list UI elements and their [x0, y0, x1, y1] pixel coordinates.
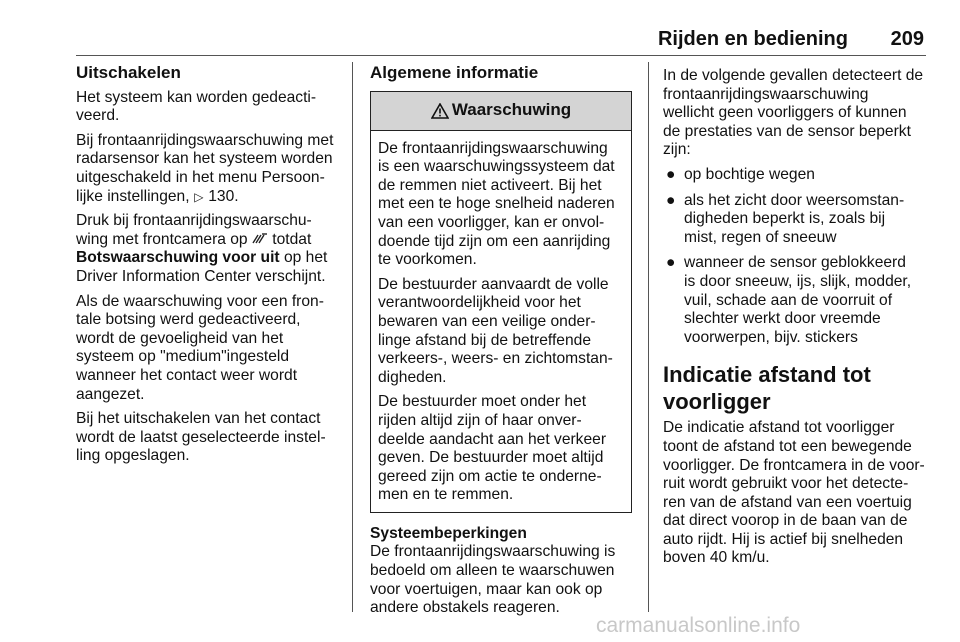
text-line: deelde aandacht aan het verkeer — [378, 430, 607, 448]
warning-body — [371, 131, 631, 512]
text-line: als het zicht door weersomstan- — [684, 191, 905, 209]
text-line: de prestaties van de sensor beperkt — [663, 122, 911, 140]
text-line: linge afstand bij de betreffende — [378, 331, 591, 349]
text-line: tale botsing werd gedeactiveerd, — [76, 311, 301, 329]
text-line: wordt de gevoeligheid van het — [76, 329, 284, 347]
text-line: voorligger. De frontcamera in de voor- — [663, 456, 925, 474]
text-line: gereed zijn om actie te onderne- — [378, 467, 602, 485]
text-line: bedoeld om alleen te waarschuwen — [370, 562, 615, 580]
text-line: De frontaanrijdingswaarschuwing is — [370, 543, 616, 561]
paragraph — [663, 419, 931, 568]
text-line: is door sneeuw, ijs, slijk, modder, — [684, 272, 912, 290]
text-fragment: totdat — [272, 230, 312, 248]
page-reference-arrow-icon: ▷ — [194, 189, 204, 204]
heading-uitschakelen: Uitschakelen — [76, 63, 181, 82]
text-line: geven. De bestuurder moet altijd — [378, 449, 604, 467]
text-line: digheden beperkt is, zoals bij — [684, 210, 886, 228]
text-line: systeem op "medium"ingesteld — [76, 348, 290, 366]
text-line: slechter werkt door vreemde — [684, 310, 881, 328]
text-line: Bij frontaanrijdingswaarschuwing met — [76, 131, 334, 149]
text-line: De bestuurder moet onder het — [378, 393, 587, 411]
text-line: verantwoordelijkheid voor het — [378, 294, 581, 312]
paragraph — [76, 132, 346, 206]
paragraph — [378, 276, 631, 388]
bullet-icon: ● — [666, 191, 676, 209]
menu-option-label: Botswaarschuwing voor uit — [76, 249, 280, 267]
warning-triangle-icon — [431, 103, 449, 119]
text-line: frontaanrijdingswaarschuwing — [663, 85, 869, 103]
list-item — [663, 192, 931, 248]
warning-header — [371, 92, 631, 131]
list-item — [663, 166, 931, 185]
text-line: ling opgeslagen. — [76, 447, 190, 465]
text-line: Druk bij frontaanrijdingswaarschu- — [76, 212, 312, 230]
text-line — [76, 249, 346, 268]
text-line: veerd. — [76, 107, 120, 125]
text-line: auto rijdt. Hij is actief bij snelheden — [663, 530, 904, 548]
text-line: In de volgende gevallen detecteert de — [663, 67, 924, 84]
steering-wheel-button-icon — [252, 232, 268, 245]
text-line: voor voertuigen, maar kan ook op — [370, 580, 603, 598]
header-divider — [76, 55, 926, 56]
text-line: te voorkomen. — [378, 251, 477, 269]
column-3 — [663, 67, 931, 574]
text-line: met een te hoge snelheid naderen — [378, 195, 615, 213]
column-1 — [76, 64, 346, 472]
text-line: Het systeem kan worden gedeacti- — [76, 88, 317, 106]
text-fragment: lijke instellingen, — [76, 187, 190, 205]
paragraph — [76, 410, 346, 466]
paragraph — [76, 293, 346, 405]
text-line: wordt de laatst geselecteerde instel- — [76, 428, 326, 446]
text-line: De bestuurder aanvaardt de volle — [378, 275, 609, 293]
heading-systeembeperkingen: Systeembeperkingen — [370, 524, 527, 542]
text-line: wellicht geen voorliggers of kunnen — [663, 104, 907, 122]
text-line: De indicatie afstand tot voorligger — [663, 419, 895, 437]
text-line: Bij het uitschakelen van het contact — [76, 410, 321, 428]
text-line: men en te remmen. — [378, 486, 514, 504]
paragraph — [76, 89, 346, 126]
text-line: bewaren van een veilige onder- — [378, 312, 596, 330]
text-line: Driver Information Center verschijnt. — [76, 267, 326, 285]
text-line: vuil, schade aan de voorruit of — [684, 291, 893, 309]
text-line: digheden. — [378, 368, 447, 386]
text-line: wanneer het contact weer wordt — [76, 366, 298, 384]
text-line: uitgeschakeld in het menu Persoon- — [76, 168, 325, 186]
text-line: wanneer de sensor geblokkeerd — [684, 254, 906, 272]
text-line: toont de afstand tot een bewegende — [663, 437, 912, 455]
heading-algemene-informatie: Algemene informatie — [370, 63, 539, 82]
text-line: rijden altijd zijn of haar onver- — [378, 411, 582, 429]
text-line: van een voorligger, kan er onvol- — [378, 213, 605, 231]
text-line: aangezet. — [76, 385, 145, 403]
bullet-icon: ● — [666, 254, 676, 272]
paragraph — [76, 212, 346, 286]
text-fragment: wing met frontcamera op — [76, 230, 248, 248]
page-header — [76, 28, 926, 50]
text-line: Als de waarschuwing voor een fron- — [76, 292, 324, 310]
heading-line: Indicatie afstand tot — [663, 362, 871, 388]
limitations-list — [663, 166, 931, 347]
text-line: zijn: — [663, 141, 691, 159]
text-line: ruit wordt gebruikt voor het detecte- — [663, 475, 909, 493]
text-line: voorwerpen, bijv. stickers — [684, 328, 858, 346]
warning-box — [370, 91, 632, 513]
page-number: 209 — [890, 28, 924, 50]
text-line: mist, regen of sneeuw — [684, 228, 837, 246]
text-line — [76, 188, 346, 207]
text-line: radarsensor kan het systeem worden — [76, 150, 333, 168]
paragraph — [378, 140, 631, 270]
paragraph — [378, 393, 631, 505]
text-line: de remmen niet activeert. Bij het — [378, 176, 602, 194]
column-divider-2 — [648, 62, 649, 612]
heading-line: voorligger — [663, 389, 771, 415]
text-line: doende tijd zijn om een aanrijding — [378, 232, 611, 250]
warning-title: Waarschuwing — [451, 100, 572, 120]
paragraph — [370, 543, 634, 617]
paragraph — [663, 67, 931, 160]
heading-indicatie-afstand — [663, 361, 931, 415]
text-line: De frontaanrijdingswaarschuwing — [378, 139, 608, 157]
text-line: op bochtige wegen — [684, 165, 815, 183]
column-2 — [370, 64, 634, 624]
watermark: carmanualsonline.info — [596, 614, 801, 637]
text-line: andere obstakels reageren. — [370, 599, 560, 617]
text-line: is een waarschuwingssysteem dat — [378, 158, 615, 176]
bullet-icon: ● — [666, 165, 676, 183]
page-reference-link[interactable]: 130. — [208, 187, 239, 205]
section-title: Rijden en bediening — [657, 28, 848, 50]
text-line — [76, 231, 346, 250]
text-line: dat direct voorop in de baan van de — [663, 512, 908, 530]
column-divider-1 — [352, 62, 353, 612]
text-line: boven 40 km/u. — [663, 549, 770, 567]
list-item — [663, 254, 931, 347]
text-line: verkeers-, weers- en zichtomstan- — [378, 350, 613, 368]
text-fragment: op het — [283, 249, 328, 267]
text-line: ren van de afstand van een voertuig — [663, 493, 912, 511]
